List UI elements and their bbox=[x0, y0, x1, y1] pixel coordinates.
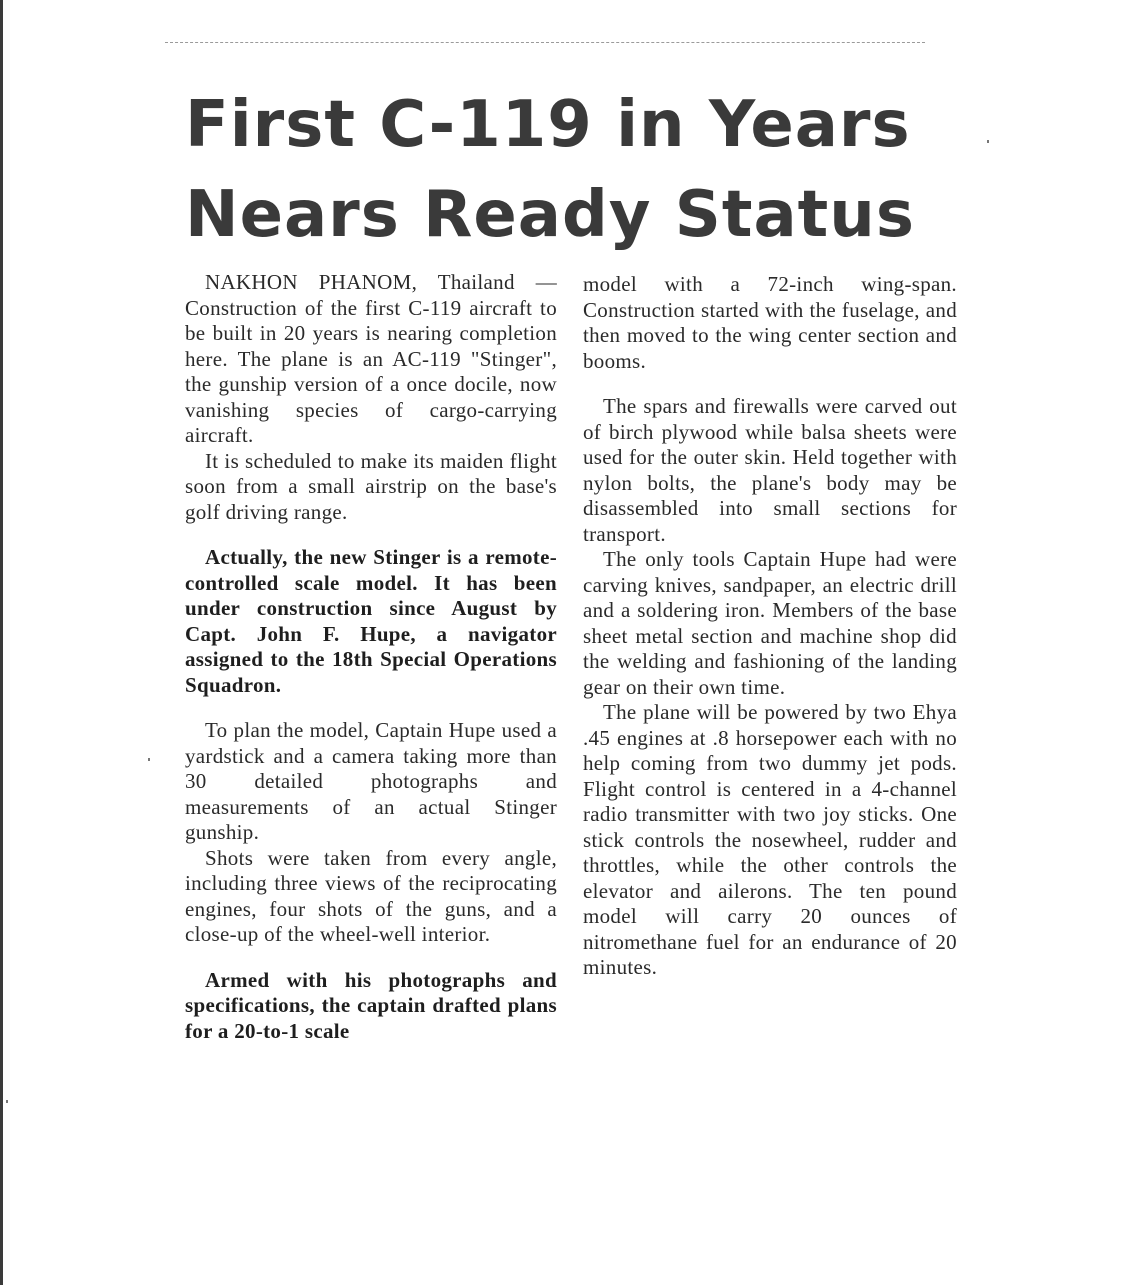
clipping-top-rule bbox=[165, 42, 925, 43]
paragraph-dateline: NAKHON PHANOM, Thailand — Construction of the first C-119 aircraft to be built in 20 years is nearing completion here. The plane is an AC-119 "Stinger", the gunship version of a once docile, now vanishing species of cargo-carrying aircraft. bbox=[185, 270, 557, 447]
paragraph: model with a 72-inch wing-span. Construction started with the fuselage, and then moved to the wing center section and booms. bbox=[583, 272, 957, 373]
headline-line-2: Nears Ready Status bbox=[185, 178, 915, 252]
paragraph: To plan the model, Captain Hupe used a yardstick and a camera taking more than 30 detailed photographs and measurements of an actual Stinger gunship. bbox=[185, 718, 557, 844]
headline bbox=[185, 80, 975, 260]
scan-speck bbox=[987, 140, 989, 143]
headline-line-1: First C-119 in Years bbox=[185, 88, 911, 162]
paragraph: The plane will be powered by two Ehya .45 engines at .8 horsepower each with no help coming from two dummy jet pods. Flight control is centered in a 4-channel radio transmitter with two joy sticks. One stick controls the nosewheel, rudder and throttles, while the other controls the elevator and ailerons. The ten pound model will carry 20 ounces of nitromethane fuel for an endurance of 20 minutes. bbox=[583, 700, 957, 979]
scan-edge bbox=[0, 0, 3, 1285]
article-left-column bbox=[185, 270, 557, 1044]
scan-speck bbox=[6, 1100, 8, 1103]
paragraph: The only tools Captain Hupe had were carving knives, sandpaper, an electric drill and a soldering iron. Members of the base sheet metal section and machine shop did the welding and fashioning of the landing gear on their own time. bbox=[583, 547, 957, 699]
paragraph: Shots were taken from every angle, including three views of the reciprocating engines, four shots of the guns, and a close-up of the wheel-well interior. bbox=[185, 845, 557, 946]
paragraph: It is scheduled to make its maiden flight soon from a small airstrip on the base's golf driving range. bbox=[185, 448, 557, 524]
paragraph-bold: Armed with his photographs and specifications, the captain drafted plans for a 20-to-1 scale bbox=[185, 967, 557, 1043]
scan-speck bbox=[148, 758, 150, 761]
paragraph-bold: Actually, the new Stinger is a remote-controlled scale model. It has been under construction since August by Capt. John F. Hupe, a navigator assigned to the 18th Special Operations Squadron. bbox=[185, 545, 557, 697]
paragraph: The spars and firewalls were carved out of birch plywood while balsa sheets were used for the outer skin. Held together with nylon bolts, the plane's body may be disassembled into small sections for transport. bbox=[583, 394, 957, 546]
article-right-column bbox=[583, 272, 957, 981]
